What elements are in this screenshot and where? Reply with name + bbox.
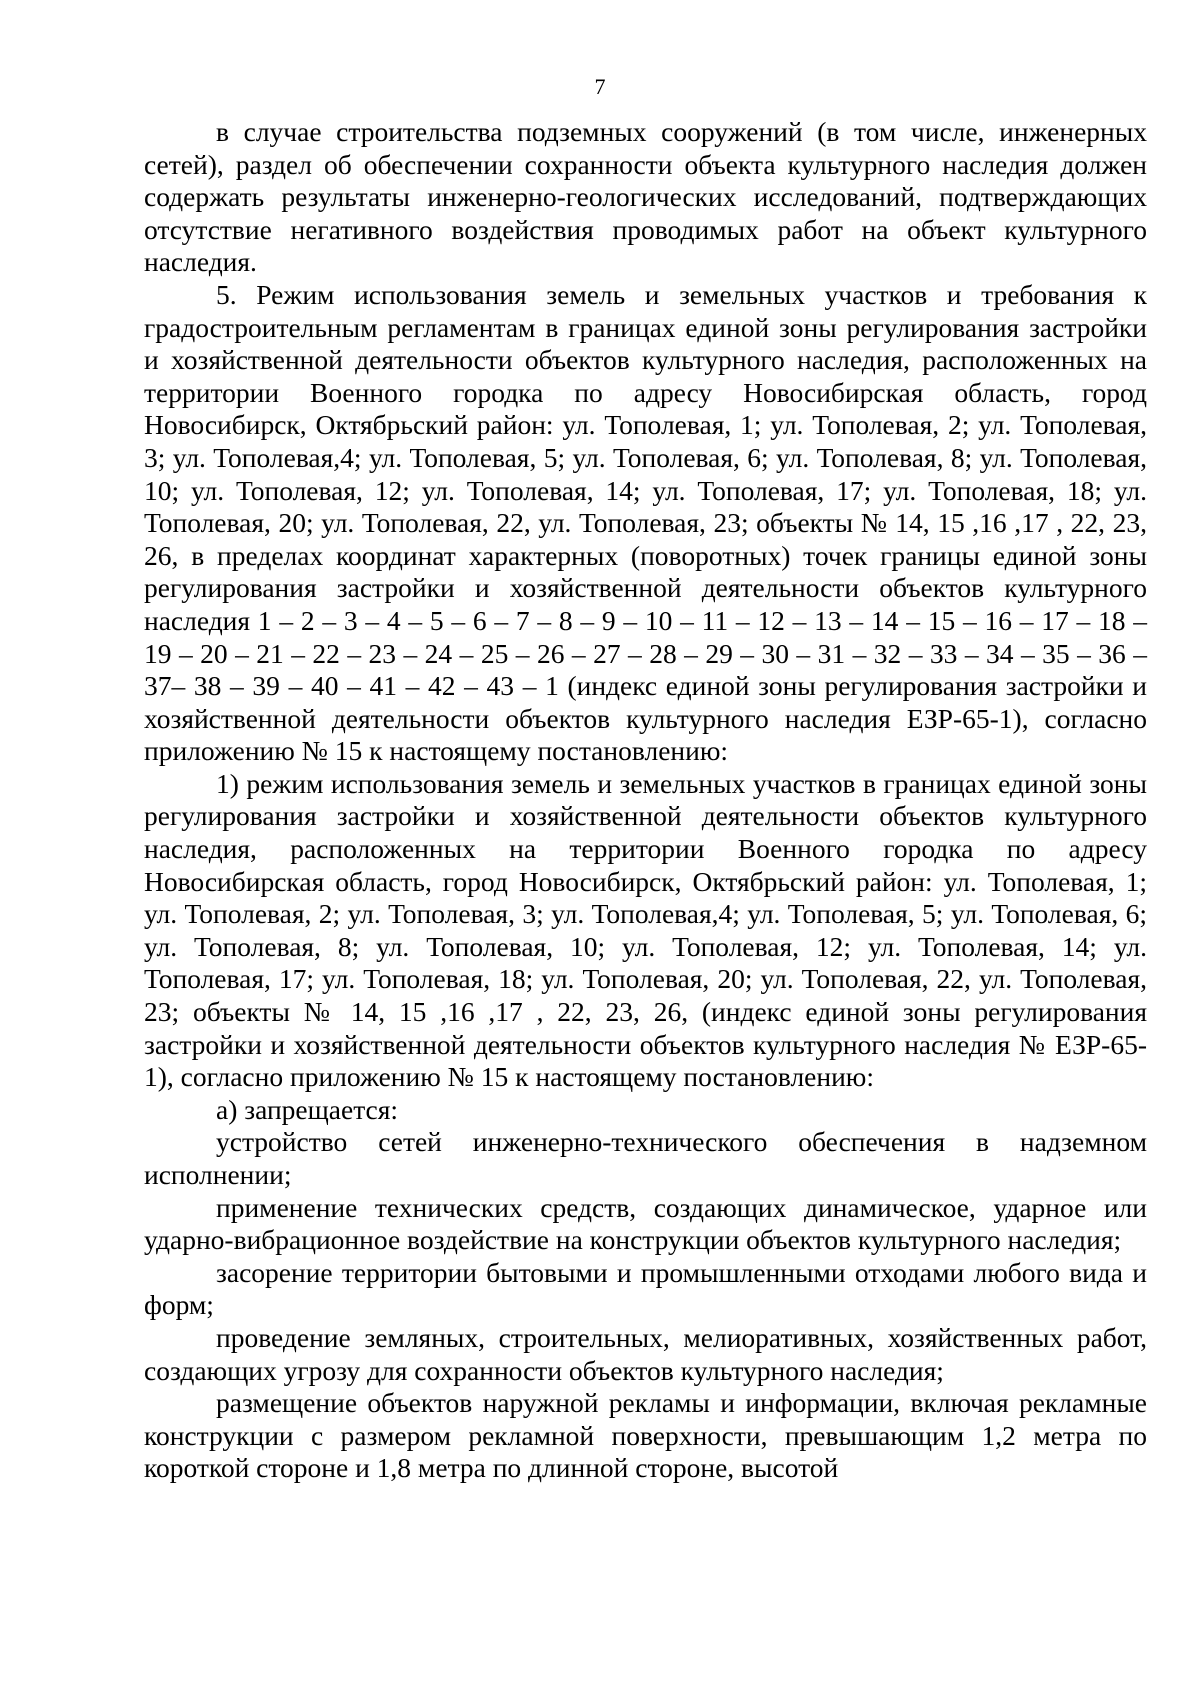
paragraph-dynamic-impact: применение технических средств, создающих динамическое, ударное или ударно-вибрационное воздействие на конструкции объектов культурного наследия; xyxy=(144,1191,1147,1256)
paragraph-overhead-networks: устройство сетей инженерно-технического обеспечения в надземном исполнении; xyxy=(144,1126,1147,1190)
paragraph-section-5-regime: 5. Режим использования земель и земельных участков и требования к градостроительным регламентам в границах единой зоны регулирования застройки и хозяйственной деятельности объектов культурного наследия, расположенных на территории Военного городка по адресу Новосибирская область, город Новосибирск, Октябрьский район: ул. Тополевая, 1; ул. Тополевая, 2; ул. Тополевая, 3; ул. Тополевая,4; ул. Тополевая, 5; ул. Тополевая, 6; ул. Тополевая, 8; ул. Тополевая, 10; ул. Тополевая, 12; ул. Тополевая, 14; ул. Тополевая, 17; ул. Тополевая, 18; ул. Тополевая, 20; ул. Тополевая, 22, ул. Тополевая, 23; объекты № 14, 15 ,16 ,17 , 22, 23, 26, в пределах координат характерных (поворотных) точек границы единой зоны регулирования застройки и хозяйственной деятельности объектов культурного наследия 1 – 2 – 3 – 4 – 5 – 6 – 7 – 8 – 9 – 10 – 11 – 12 – 13 – 14 – 15 – 16 – 17 – 18 – 19 – 20 – 21 – 22 – 23 – 24 – 25 – 26 – 27 – 28 – 29 – 30 – 31 – 32 – 33 – 34 – 35 – 36 – 37– 38 – 39 – 40 – 41 – 42 – 43 – 1 (индекс единой зоны регулирования застройки и хозяйственной деятельности объектов культурного наследия ЕЗР-65-1), согласно приложению № 15 к настоящему постановлению: xyxy=(144,278,1147,767)
paragraph-prohibited-heading: а) запрещается: xyxy=(216,1093,399,1125)
paragraph-littering: засорение территории бытовыми и промышленными отходами любого вида и форм; xyxy=(144,1256,1147,1321)
page-number: 7 xyxy=(594,74,606,99)
paragraph-underground-structures: в случае строительства подземных сооружений (в том числе, инженерных сетей), раздел об обеспечении сохранности объекта культурного наследия должен содержать результаты инженерно-геологических исследований, подтверждающих отсутствие негативного воздействия проводимых работ на объект культурного наследия. xyxy=(144,116,1147,278)
document-body xyxy=(144,116,1147,1485)
paragraph-advertising: размещение объектов наружной рекламы и информации, включая рекламные конструкции с размером рекламной поверхности, превышающим 1,2 метра по короткой стороне и 1,8 метра по длинной стороне, высотой xyxy=(144,1387,1147,1484)
paragraph-item-1-regime: 1) режим использования земель и земельных участков в границах единой зоны регулирования застройки и хозяйственной деятельности объектов культурного наследия, расположенных на территории Военного городка по адресу Новосибирская область, город Новосибирск, Октябрьский район: ул. Тополевая, 1; ул. Тополевая, 2; ул. Тополевая, 3; ул. Тополевая,4; ул. Тополевая, 5; ул. Тополевая, 6; ул. Тополевая, 8; ул. Тополевая, 10; ул. Тополевая, 12; ул. Тополевая, 14; ул. Тополевая, 17; ул. Тополевая, 18; ул. Тополевая, 20; ул. Тополевая, 22, ул. Тополевая, 23; объекты № 14, 15 ,16 ,17 , 22, 23, 26, (индекс единой зоны регулирования застройки и хозяйственной деятельности объектов культурного наследия № ЕЗР-65-1), согласно приложению № 15 к настоящему постановлению: xyxy=(144,767,1147,1093)
paragraph-earthworks: проведение земляных, строительных, мелиоративных, хозяйственных работ, создающих угрозу для сохранности объектов культурного наследия; xyxy=(144,1321,1147,1386)
